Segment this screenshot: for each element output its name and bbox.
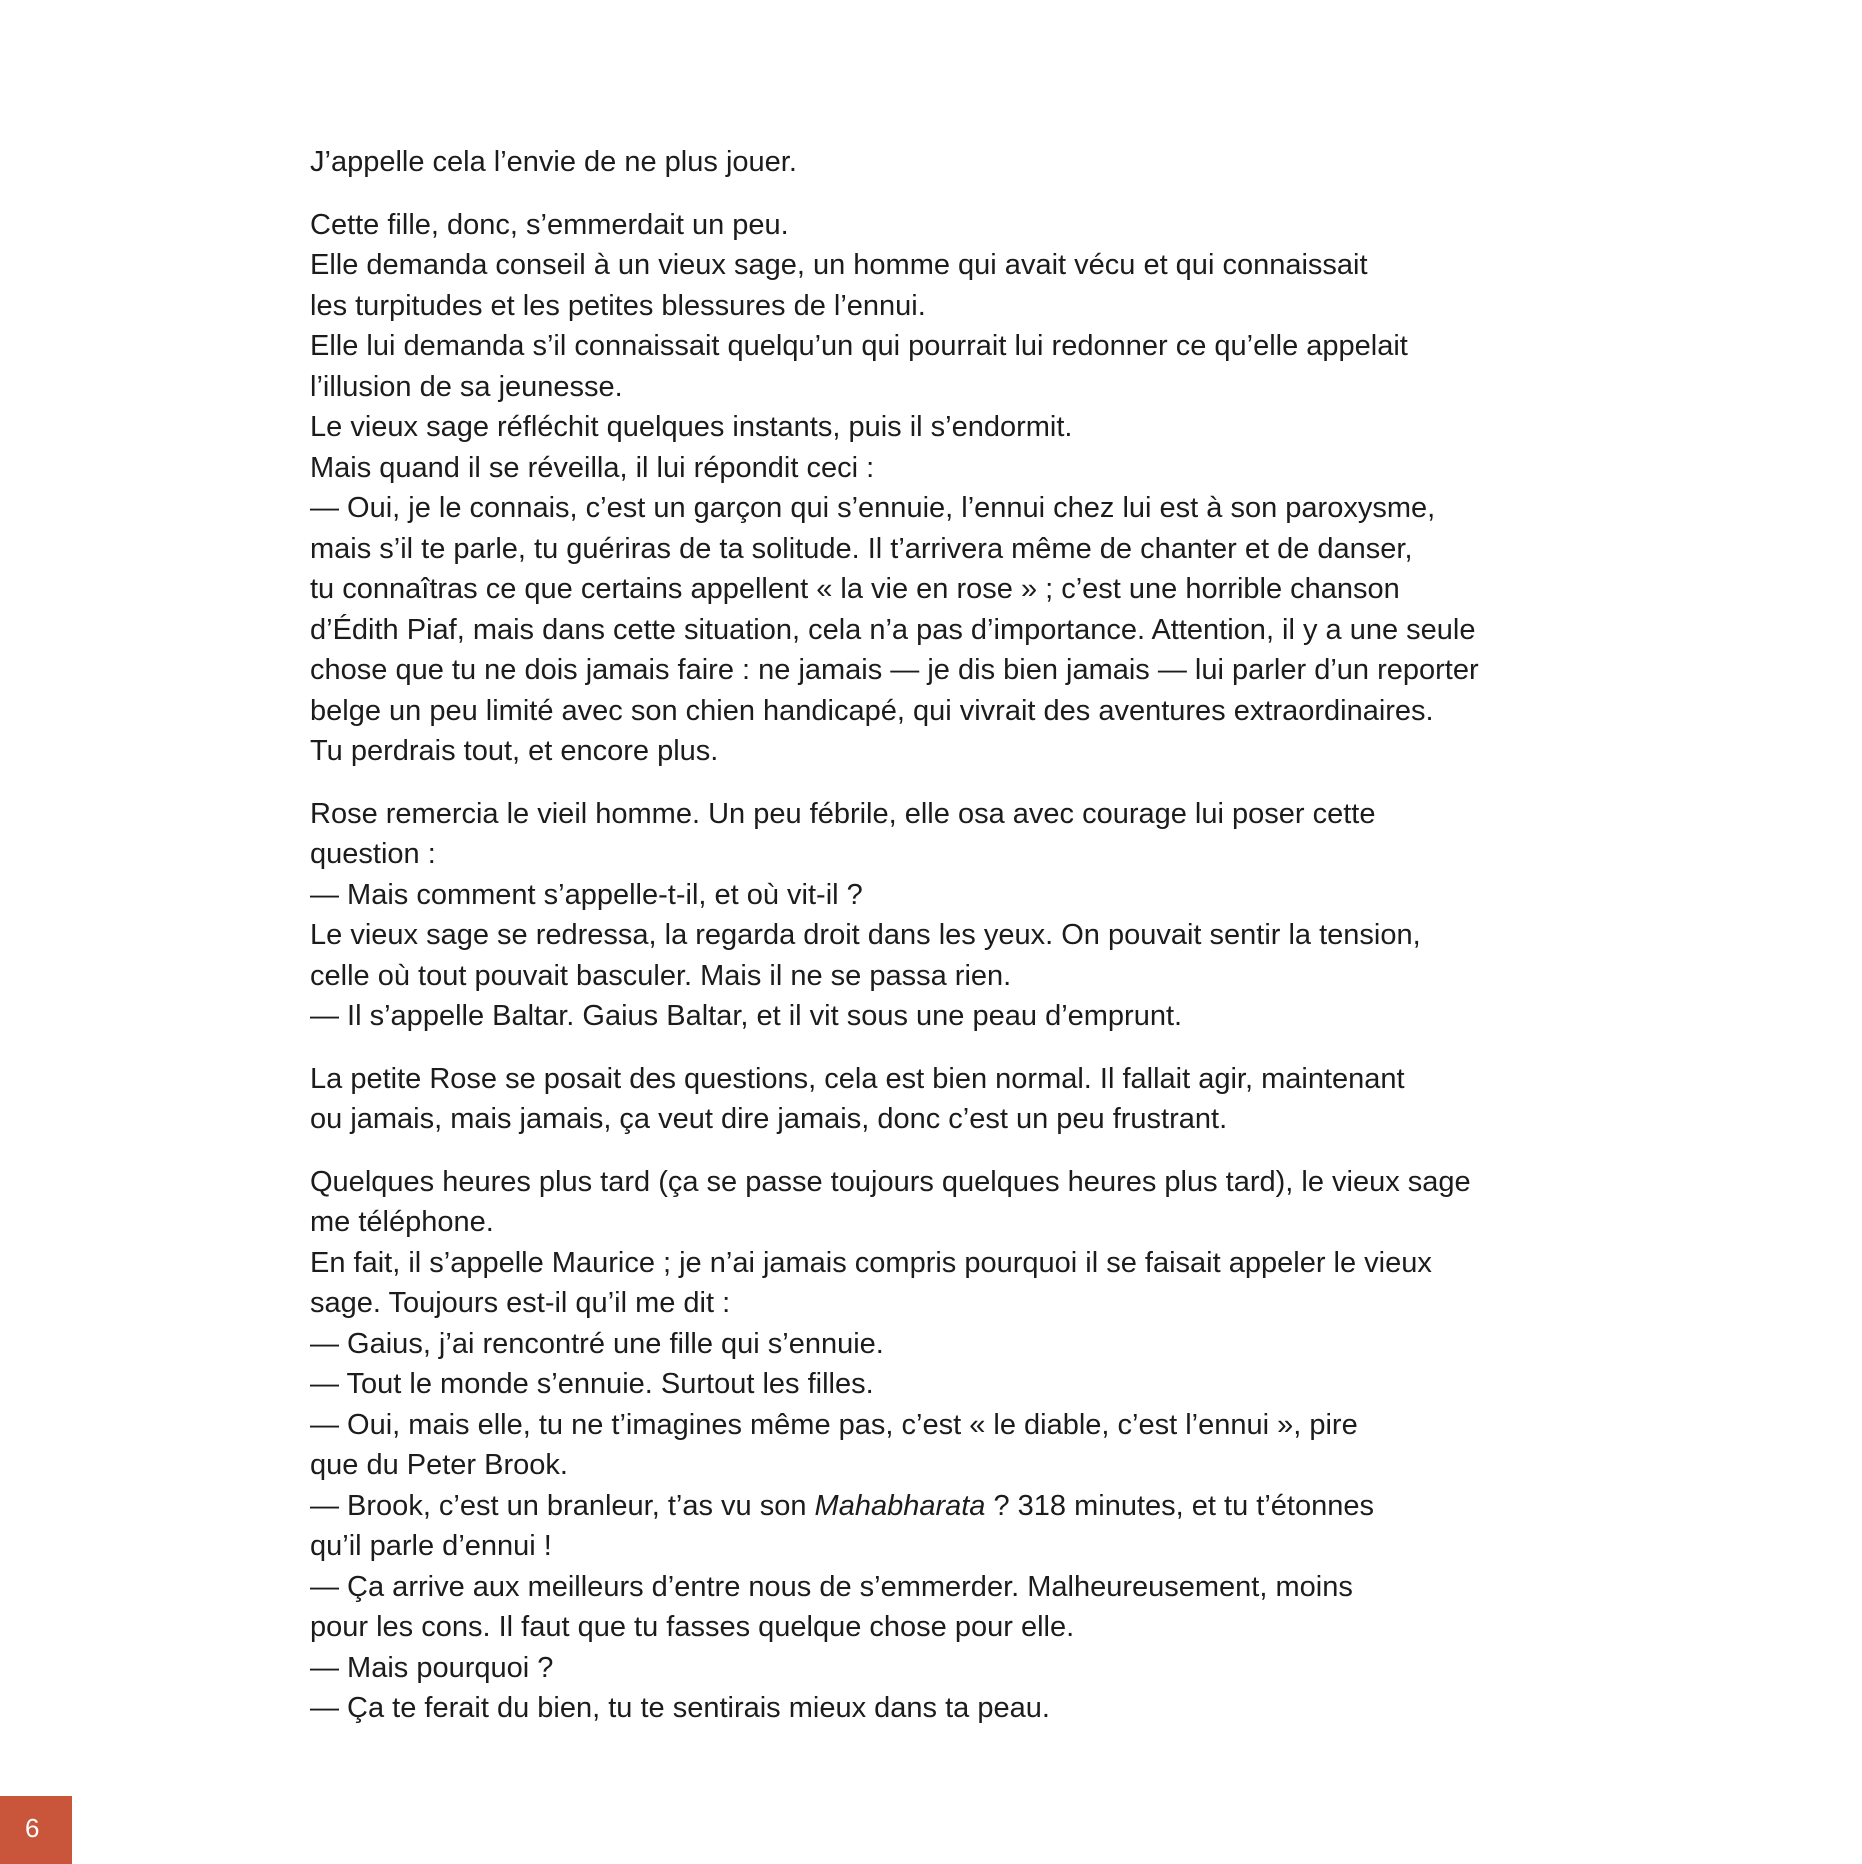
text-line: tu connaîtras ce que certains appellent « la vie en rose » ; c’est une horrible chanson	[310, 573, 1400, 605]
text-line: Cette fille, donc, s’emmerdait un peu.	[310, 208, 789, 241]
text-line: mais s’il te parle, tu guériras de ta solitude. Il t’arrivera même de chanter et de danser,	[310, 532, 1413, 565]
body-text	[310, 142, 1610, 1751]
page-number-tab	[0, 1796, 72, 1864]
text-segment: ? 318 minutes, et tu t’étonnes	[985, 1489, 1374, 1522]
text-line: — Ça arrive aux meilleurs d’entre nous de s’emmerder. Malheureusement, moins	[310, 1570, 1353, 1603]
text-line: belge un peu limité avec son chien handicapé, qui vivrait des aventures extraordinaires.	[310, 694, 1434, 727]
text-line: Elle demanda conseil à un vieux sage, un homme qui avait vécu et qui connaissait	[310, 249, 1368, 281]
text-line: question :	[310, 838, 436, 870]
text-line: sage. Toujours est-il qu’il me dit :	[310, 1287, 731, 1319]
text-line: La petite Rose se posait des questions, cela est bien normal. Il fallait agir, maintenant	[310, 1062, 1405, 1095]
text-line: — Gaius, j’ai rencontré une fille qui s’ennuie.	[310, 1327, 884, 1360]
text-line: d’Édith Piaf, mais dans cette situation, cela n’a pas d’importance. Attention, il y a une seule	[310, 613, 1476, 646]
paragraph-5	[310, 1162, 1610, 1729]
text-line: les turpitudes et les petites blessures de l’ennui.	[310, 289, 926, 322]
text-line: Rose remercia le vieil homme. Un peu fébrile, elle osa avec courage lui poser cette	[310, 797, 1376, 830]
text-line: que du Peter Brook.	[310, 1449, 568, 1481]
text-line: Elle lui demanda s’il connaissait quelqu’un qui pourrait lui redonner ce qu’elle appelait	[310, 330, 1408, 362]
text-line: — Oui, mais elle, tu ne t’imagines même pas, c’est « le diable, c’est l’ennui », pire	[310, 1408, 1358, 1441]
text-line: celle où tout pouvait basculer. Mais il ne se passa rien.	[310, 959, 1012, 992]
text-line: l’illusion de sa jeunesse.	[310, 370, 623, 403]
text-line: En fait, il s’appelle Maurice ; je n’ai jamais compris pourquoi il se faisait appeler le vieux	[310, 1246, 1432, 1279]
text-line: Le vieux sage se redressa, la regarda droit dans les yeux. On pouvait sentir la tension,	[310, 919, 1421, 951]
text-line: Tu perdrais tout, et encore plus.	[310, 735, 719, 767]
paragraph-1	[310, 142, 1610, 183]
text-line: — Mais pourquoi ?	[310, 1651, 554, 1684]
paragraph-2	[310, 205, 1610, 772]
text-line: — Ça te ferait du bien, tu te sentirais mieux dans ta peau.	[310, 1692, 1050, 1724]
text-line: Quelques heures plus tard (ça se passe toujours quelques heures plus tard), le vieux sage	[310, 1165, 1471, 1198]
text-line: me téléphone.	[310, 1206, 494, 1238]
text-line: pour les cons. Il faut que tu fasses quelque chose pour elle.	[310, 1611, 1075, 1643]
text-line: ou jamais, mais jamais, ça veut dire jamais, donc c’est un peu frustrant.	[310, 1103, 1228, 1135]
text-line: Mais quand il se réveilla, il lui répondit ceci :	[310, 451, 875, 484]
text-line: Le vieux sage réfléchit quelques instants, puis il s’endormit.	[310, 411, 1073, 443]
text-line: — Mais comment s’appelle-t-il, et où vit-il ?	[310, 878, 863, 911]
text-line: chose que tu ne dois jamais faire : ne jamais — je dis bien jamais — lui parler d’un reporter	[310, 654, 1479, 686]
italic-title: Mahabharata	[814, 1489, 986, 1522]
text-line: — Il s’appelle Baltar. Gaius Baltar, et il vit sous une peau d’emprunt.	[310, 1000, 1183, 1032]
text-line: J’appelle cela l’envie de ne plus jouer.	[310, 146, 797, 178]
text-segment: — Brook, c’est un branleur, t’as vu son	[310, 1489, 815, 1522]
text-line: qu’il parle d’ennui !	[310, 1530, 552, 1562]
text-line: — Oui, je le connais, c’est un garçon qui s’ennuie, l’ennui chez lui est à son paroxysme,	[310, 492, 1436, 524]
paragraph-4	[310, 1059, 1610, 1140]
text-line-brook	[310, 1486, 1610, 1527]
text-line: — Tout le monde s’ennuie. Surtout les filles.	[310, 1368, 874, 1400]
page-number: 6	[25, 1813, 40, 1843]
paragraph-3	[310, 794, 1610, 1037]
